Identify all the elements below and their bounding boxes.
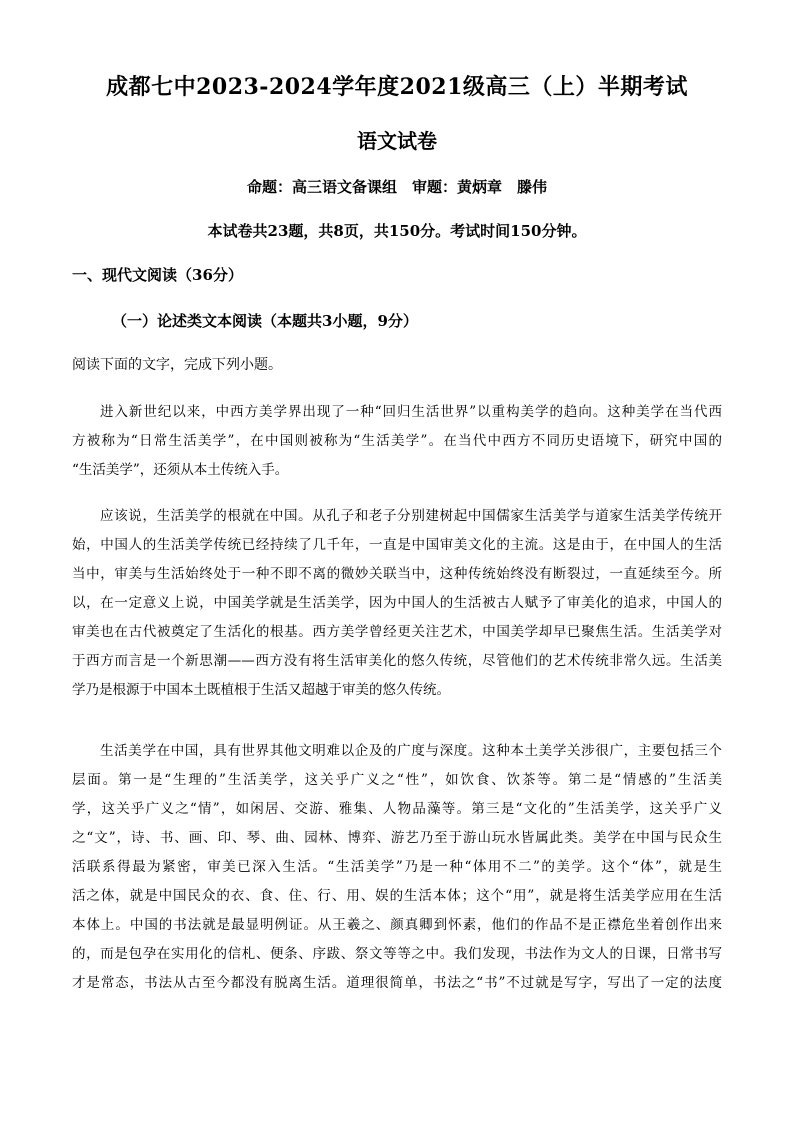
paragraph-line: 生活美学在中国，具有世界其他文明难以企及的广度与深度。这种本土美学关涉很广，主要包括三个 bbox=[100, 743, 722, 759]
paragraph-line: 才是常态，书法从古至今都没有脱离生活。道理很简单，书法之“书”不过就是写字，写出了一定的法度 bbox=[72, 975, 722, 991]
paragraph-line: 学，这关乎广义之“情”，如闲居、交游、雅集、人物品藻等。第三是“文化的”生活美学，这关乎广义 bbox=[72, 801, 722, 817]
paragraph-line: 始，中国人的生活美学传统已经持续了几千年，一直是中国审美文化的主流。这是由于，在中国人的生活 bbox=[72, 537, 722, 553]
paragraph-1 bbox=[72, 398, 722, 485]
paragraph-line: 审美也在古代被奠定了生活化的根基。西方美学曾经更关注艺术，中国美学却早已聚焦生活。生活美学对 bbox=[72, 624, 722, 640]
paragraph-line: 当中，审美与生活始终处于一种不即不离的微妙关联当中，这种传统始终没有断裂过，一直延续至今。所 bbox=[72, 566, 722, 582]
paragraph-3 bbox=[72, 737, 722, 998]
section-subheading: （一）论述类文本阅读（本题共3小题，9分） bbox=[112, 312, 418, 330]
author-line: 命题：高三语文备课组 审题：黄炳章 滕伟 bbox=[246, 178, 547, 196]
reading-instruction: 阅读下面的文字，完成下列小题。 bbox=[72, 357, 282, 373]
paragraph-line: 方被称为“日常生活美学”，在中国则被称为“生活美学”。在当代中西方不同历史语境下，研究中国的 bbox=[72, 433, 722, 449]
exam-title: 成都七中2023-2024学年度2021级高三（上）半期考试 bbox=[106, 74, 688, 100]
subject-title: 语文试卷 bbox=[357, 129, 437, 153]
paragraph-line: 活联系得最为紧密，审美已深入生活。“生活美学”乃是一种“体用不二”的美学。这个“体”，就是生 bbox=[72, 859, 722, 875]
section-heading: 一、现代文阅读（36分） bbox=[72, 266, 243, 284]
paragraph-line: 本体上。中国的书法就是最显明例证。从王羲之、颜真卿到怀素，他们的作品不是正襟危坐着创作出来 bbox=[72, 917, 722, 933]
paragraph-line: 的，而是包孕在实用化的信札、便条、序跋、祭文等等之中。我们发现，书法作为文人的日课，日常书写 bbox=[72, 946, 722, 962]
paragraph-line: 进入新世纪以来，中西方美学界出现了一种“回归生活世界”以重构美学的趋向。这种美学在当代西 bbox=[100, 404, 722, 420]
paragraph-line: 层面。第一是“生理的”生活美学，这关乎广义之“性”，如饮食、饮茶等。第二是“情感的”生活美 bbox=[72, 772, 722, 788]
paragraph-line: “生活美学”，还须从本土传统入手。 bbox=[72, 462, 289, 478]
paragraph-line: 学乃是根源于中国本土既植根于生活又超越于审美的悠久传统。 bbox=[72, 682, 450, 698]
exam-summary: 本试卷共23题，共8页，共150分。考试时间150分钟。 bbox=[207, 222, 587, 240]
paragraph-line: 应该说，生活美学的根就在中国。从孔子和老子分别建树起中国儒家生活美学与道家生活美学传统开 bbox=[100, 508, 722, 524]
paragraph-line: 以，在一定意义上说，中国美学就是生活美学，因为中国人的生活被古人赋予了审美化的追求，中国人的 bbox=[72, 595, 722, 611]
paragraph-2 bbox=[72, 502, 722, 705]
paragraph-line: 于西方而言是一个新思潮——西方没有将生活审美化的悠久传统，尽管他们的艺术传统非常久远。生活美 bbox=[72, 653, 722, 669]
paragraph-line: 活之体，就是中国民众的衣、食、住、行、用、娱的生活本体；这个“用”，就是将生活美学应用在生活 bbox=[72, 888, 722, 904]
paragraph-line: 之“文”，诗、书、画、印、琴、曲、园林、博弈、游艺乃至于游山玩水皆属此类。美学在中国与民众生 bbox=[72, 830, 722, 846]
